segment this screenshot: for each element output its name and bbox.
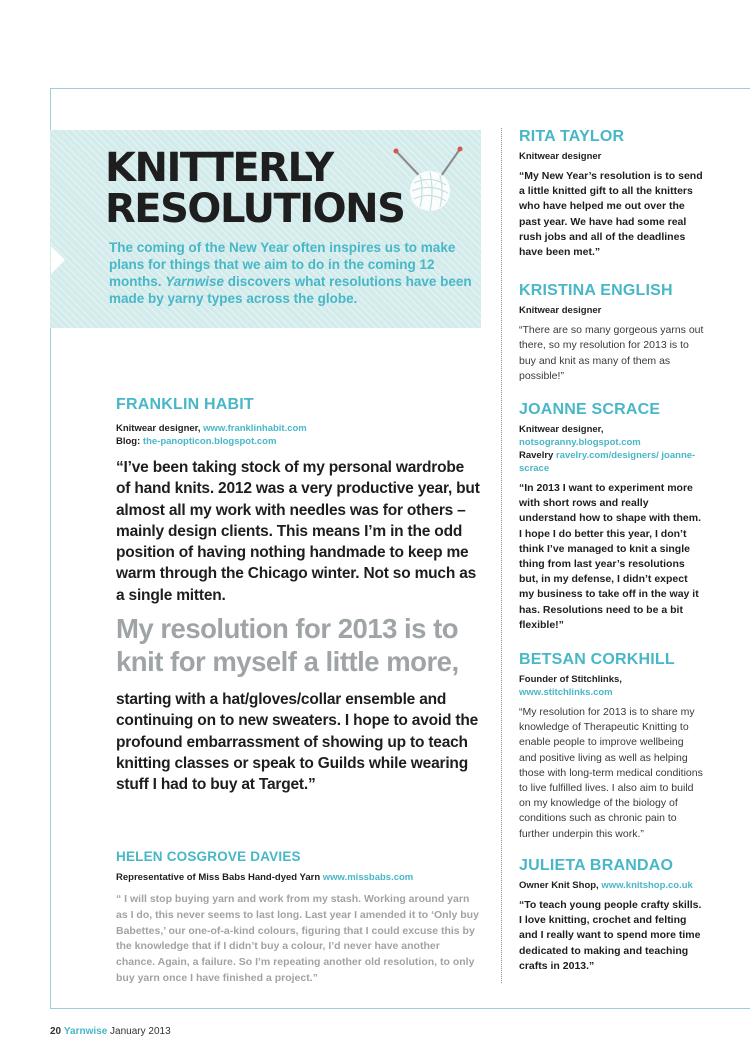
page-footer: [50, 1026, 171, 1037]
magazine-name: Yarnwise: [63, 1026, 108, 1037]
yarn-ball-with-needles-icon: [390, 145, 470, 215]
person-role: Knitwear designer: [519, 305, 602, 317]
role-text: Knitwear designer,: [519, 424, 604, 436]
person-name: JOANNE SCRACE: [519, 401, 661, 419]
betsan-corkhill-entry: [519, 651, 704, 842]
role-text: Owner Knit Shop,: [519, 879, 602, 891]
intro-text: [109, 239, 474, 307]
title-line-2: RESOLUTIONS: [105, 186, 405, 232]
person-role: [519, 879, 704, 892]
quote-text: “There are so many gorgeous yarns out there, so my resolution for 2013 is to buy and knit as many of them as possible!”: [519, 324, 704, 382]
website-link[interactable]: www.knitshop.co.uk: [601, 879, 693, 891]
role-text: Founder of Stitchlinks,: [519, 674, 622, 686]
quote-text: “My resolution for 2013 is to share my knowledge of Therapeutic Knitting to enable people to improve wellbeing and positive living as well as helping those with long-term medical conditions to live fulfilled lives. I also aim to build on my knowledge of the biology of conditions such as chronic pain to further underpin this work.”: [519, 706, 703, 840]
person-role: Knitwear designer: [519, 151, 602, 162]
person-name: HELEN COSGROVE DAVIES: [116, 849, 301, 864]
right-column: [519, 128, 704, 974]
person-name: RITA TAYLOR: [519, 128, 625, 145]
julieta-brandao-entry: [519, 857, 704, 974]
quote-text: “ I will stop buying yarn and work from my stash. Working around yarn as I do, this never seems to last long. Last year I amended it to ‘Only buy Babettes,’ our one-of-a-kind colours, figuring that I could excuse this by the knowledge that if I didn’t buy a colour, I’d never have another chance. Again, a failure. So I’m repeating another old resolution, to only buy yarn once I have finished a project.”: [116, 893, 479, 984]
intro-text-part1: The coming of the New Year often inspires us to make plans for things that we aim to do in the coming 12 months.: [109, 240, 456, 289]
quote-text: “To teach young people crafty skills. I love knitting, crochet and felting and I really want to spend more time dedicated to making and teaching crafts in 2013.”: [519, 898, 702, 972]
intro-text-part2: discovers what resolutions have been made by yarny types across the globe.: [109, 274, 472, 306]
quote-text: “In 2013 I want to experiment more with short rows and really understand how to shape with them. I hope I do better this year, I don’t think I’ve managed to knit a single thing from last year’s resolutions but, in my defense, I didn’t expect my business to take off in the way it has. Resolutions need to be a bit flexible!”: [519, 482, 702, 631]
person-name: JULIETA BRANDAO: [519, 856, 674, 874]
ravelry-label: Ravelry: [519, 450, 556, 462]
website-link[interactable]: www.franklinhabit.com: [203, 423, 307, 434]
person-role: [519, 423, 704, 475]
quote-text: “My New Year’s resolution is to send a little knitted gift to all the knitters who have helped me out over the past year. We have had some real rush jobs and all of the deadlines have been met.”: [519, 170, 703, 259]
role-text: Representative of Miss Babs Hand-dyed Yarn: [116, 872, 323, 883]
blog-label: Blog:: [116, 436, 143, 447]
rita-taylor-entry: [519, 128, 704, 260]
person-role: [116, 871, 481, 884]
quote-continuation: starting with a hat/gloves/collar ensemble and continuing on to new sweaters. I hope to avoid the profound embarrassment of showing up to teach knitting classes or speak to Guilds while wearing stuff I had to buy at Target.”: [116, 691, 479, 794]
pull-quote: My resolution for 2013 is to knit for myself a little more,: [116, 613, 459, 678]
page-number: 20: [50, 1026, 62, 1037]
person-name: KRISTINA ENGLISH: [519, 282, 673, 300]
intro-magazine-name: Yarnwise: [165, 274, 225, 289]
person-name: BETSAN CORKHILL: [519, 651, 675, 669]
role-text: Knitwear designer,: [116, 423, 204, 434]
column-divider: [501, 128, 502, 983]
page-title: [105, 145, 405, 232]
issue-date: January 2013: [110, 1026, 171, 1037]
title-line-1: KNITTERLY: [105, 145, 333, 191]
person-role: [519, 673, 704, 699]
page-frame-bottom: [50, 1008, 750, 1009]
joanne-scrace-entry: [519, 401, 704, 633]
franklin-habit-section: [116, 396, 481, 796]
page-frame-top: [50, 88, 750, 89]
website-link[interactable]: notsogranny.blogspot.com: [519, 437, 641, 449]
website-link[interactable]: www.stitchlinks.com: [519, 687, 613, 699]
header-band-notch: [51, 246, 65, 274]
ravelry-link[interactable]: ravelry.com/designers/ joanne-scrace: [519, 450, 696, 475]
website-link[interactable]: www.missbabs.com: [322, 872, 414, 883]
helen-cosgrove-davies-section: [116, 849, 481, 987]
quote-text: “I’ve been taking stock of my personal wardrobe of hand knits. 2012 was a very productive year, but almost all my work with needles was for others – mainly design clients. This means I’m in the odd position of having nothing handmade to keep me warm through the Chicago winter. Not so much as a single mitten.: [116, 459, 480, 604]
blog-link[interactable]: the-panopticon.blogspot.com: [142, 436, 277, 447]
person-name: FRANKLIN HABIT: [116, 396, 254, 413]
person-role: [116, 422, 481, 448]
kristina-english-entry: [519, 282, 704, 384]
